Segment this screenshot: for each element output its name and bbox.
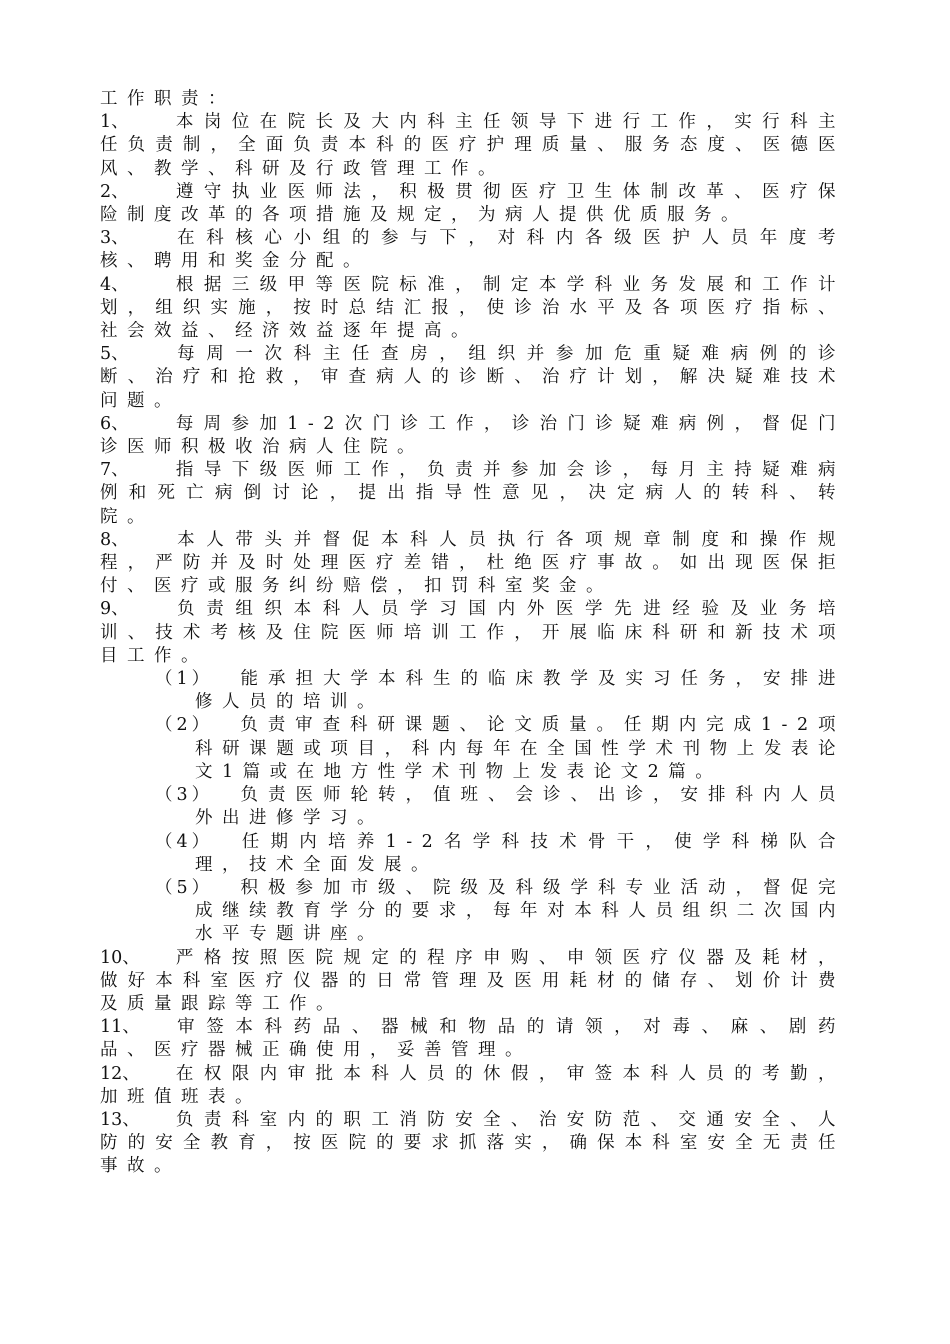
item-text: 根据三级甲等医院标准，制定本学科业务发展和工作计划，组织实施，按时总结汇报，使诊治水平及各项医疗指标、社会效益、经济效益逐年提高。 [100, 274, 845, 342]
item-text: 审签本科药品、器械和物品的请领，对毒、麻、剧药品、医疗器械正确使用，妥善管理。 [100, 1017, 845, 1061]
item-text: 在科核心小组的参与下，对科内各级医护人员年度考核、聘用和奖金分配。 [100, 228, 845, 272]
sub-item-text: 积极参加市级、院级及科级学科专业活动，督促完成继续教育学分的要求，每年对本科人员组织二次国内水平专题讲座。 [195, 877, 845, 945]
sub-item-number: （4） [155, 831, 214, 852]
sub-item-text: 负责审查科研课题、论文质量。任期内完成1-2项科研课题或项目，科内每年在全国性学术刊物上发表论文1篇或在地方性学术刊物上发表论文2篇。 [195, 715, 845, 782]
item-number: 6、 [100, 413, 129, 434]
item-number: 13、 [100, 1109, 140, 1130]
item-number: 8、 [100, 529, 129, 550]
item-text: 负责组织本科人员学习国内外医学先进经验及业务培训、技术考核及住院医师培训工作，开展临床科研和新技术项目工作。 [100, 599, 845, 666]
duty-item-4 [100, 274, 845, 344]
item-number: 3、 [100, 228, 129, 249]
sub-item-4 [155, 831, 845, 877]
duty-item-3 [100, 227, 845, 273]
item-number: 12、 [100, 1063, 140, 1084]
sub-item-2 [155, 714, 845, 784]
item-text: 每周参加1-2次门诊工作，诊治门诊疑难病例，督促门诊医师积极收治病人住院。 [100, 413, 845, 458]
item-text: 遵守执业医师法，积极贯彻医疗卫生体制改革、医疗保险制度改革的各项措施及规定，为病人提供优质服务。 [100, 181, 845, 226]
item-number: 11、 [100, 1017, 140, 1038]
sub-item-number: （5） [155, 877, 214, 898]
item-number: 5、 [100, 344, 129, 365]
duty-item-5 [100, 343, 845, 413]
sub-item-text: 任期内培养1-2名学科技术骨干，使学科梯队合理，技术全面发展。 [195, 831, 845, 875]
item-number: 2、 [100, 181, 129, 202]
section-heading: 工作职责： [100, 89, 235, 109]
duty-item-11 [100, 1016, 845, 1062]
item-text: 指导下级医师工作，负责并参加会诊，每月主持疑难病例和死亡病倒讨论，提出指导性意见，决定病人的转科、转院。 [100, 460, 845, 527]
document-body [100, 88, 845, 1179]
sub-item-number: （3） [155, 785, 214, 806]
duty-item-12 [100, 1063, 845, 1109]
sub-item-3 [155, 784, 845, 830]
item-text: 本岗位在院长及大内科主任领导下进行工作，实行科主任负责制，全面负责本科的医疗护理质量、服务态度、医德医风、教学、科研及行政管理工作。 [100, 112, 845, 179]
item-number: 7、 [100, 460, 129, 481]
item-text: 负责科室内的职工消防安全、治安防范、交通安全、人防的安全教育，按医院的要求抓落实，确保本科室安全无责任事故。 [100, 1109, 845, 1177]
item-number: 9、 [100, 599, 129, 620]
sub-item-text: 负责医师轮转，值班、会诊、出诊，安排科内人员外出进修学习。 [195, 785, 845, 829]
duty-item-7 [100, 459, 845, 529]
sub-item-1 [155, 668, 845, 714]
item-text: 严格按照医院规定的程序申购、申领医疗仪器及耗材，做好本科室医疗仪器的日常管理及医用耗材的储存、划价计费及质量跟踪等工作。 [100, 947, 845, 1014]
sub-item-5 [155, 877, 845, 947]
duty-item-8 [100, 529, 845, 599]
item-text: 本人带头并督促本科人员执行各项规章制度和操作规程，严防并及时处理医疗差错，杜绝医疗事故。如出现医保拒付、医疗或服务纠纷赔偿，扣罚科室奖金。 [100, 529, 845, 597]
duty-item-10 [100, 947, 845, 1017]
duty-item-6 [100, 413, 845, 459]
item-number: 1、 [100, 112, 129, 133]
item-text: 每周一次科主任查房，组织并参加危重疑难病例的诊断、治疗和抢救，审查病人的诊断、治疗计划，解决疑难技术问题。 [100, 344, 845, 411]
sub-item-text: 能承担大学本科生的临床教学及实习任务，安排进修人员的培训。 [195, 669, 845, 713]
duty-item-2 [100, 181, 845, 227]
duty-item-13 [100, 1109, 845, 1179]
item-text: 在权限内审批本科人员的休假，审签本科人员的考勤，加班值班表。 [100, 1063, 845, 1107]
sub-item-number: （1） [155, 669, 214, 690]
item-number: 10、 [100, 947, 140, 968]
item-number: 4、 [100, 274, 129, 295]
sub-item-number: （2） [155, 715, 214, 736]
duty-item-9 [100, 598, 845, 668]
duty-item-1 [100, 111, 845, 181]
